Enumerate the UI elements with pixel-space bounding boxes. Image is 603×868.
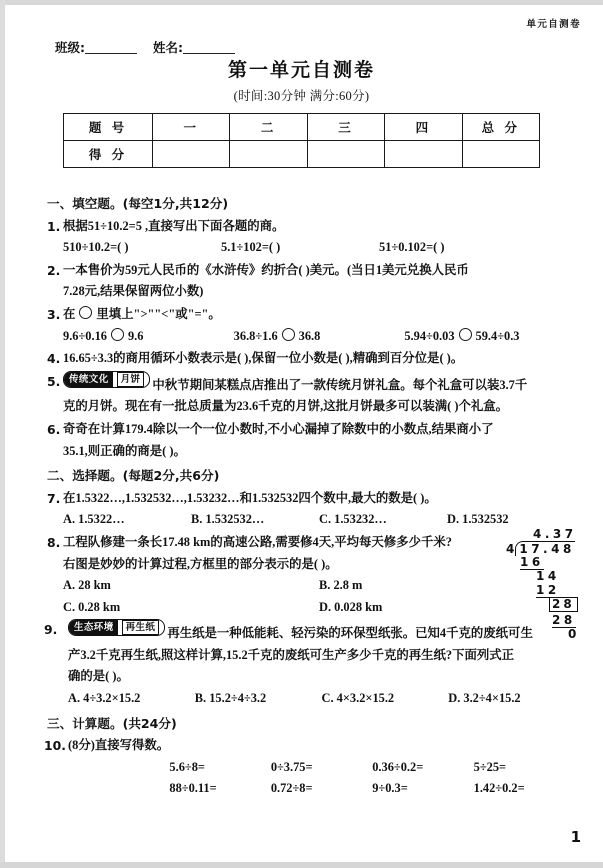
question-10-row2 (68, 778, 575, 800)
page-edge-left (0, 0, 5, 868)
score-col-3: 三 (307, 114, 384, 141)
question-7-stem: 在1.5322…,1.532532…,1.53232…和1.532532四个数中,最大的数是( )。 (63, 490, 437, 505)
score-cell-2[interactable] (230, 141, 307, 168)
q10-r1-item-0[interactable]: 5.6÷8= (169, 759, 205, 774)
page-edge-top (0, 0, 603, 5)
question-6-line1: 奇奇在计算179.4除以一个一位小数时,不小心漏掉了除数中的小数点,结果商小了 (63, 421, 494, 436)
division-divisor: 4 (506, 542, 515, 556)
question-8-options-row2 (63, 597, 575, 619)
division-step3-row (500, 583, 596, 597)
q3-item-2[interactable] (404, 326, 575, 348)
question-6 (47, 419, 575, 462)
q9-option-d[interactable]: D. 3.2÷4×15.2 (448, 691, 521, 706)
question-8-number: 8. (47, 534, 61, 550)
score-col-total: 总 分 (462, 114, 539, 141)
q9-option-a[interactable]: A. 4÷3.2×15.2 (68, 691, 141, 706)
class-blank[interactable] (85, 41, 137, 54)
question-10-number: 10. (44, 738, 66, 754)
question-1 (47, 216, 575, 259)
question-2-line1: 一本售价为59元人民币的《水浒传》约折合( )美元。(当日1美元兑换人民币 (63, 262, 469, 277)
q10-r2-item-0[interactable]: 88÷0.11= (169, 781, 217, 796)
score-cell-total[interactable] (462, 141, 539, 168)
q3-item-2-left: 5.94÷0.03 (404, 328, 455, 343)
q3-item-0[interactable] (63, 326, 234, 348)
question-9-options (68, 688, 575, 710)
q10-r1-item-2[interactable]: 0.36÷0.2= (372, 759, 424, 774)
division-step2: 14 (536, 569, 560, 583)
question-1-stem: 根据51÷10.2=5 ,直接写出下面各题的商。 (63, 218, 285, 233)
q10-r1-item-1[interactable]: 0÷3.75= (270, 759, 313, 774)
question-5-number: 5. (47, 373, 61, 389)
q3-item-1-left: 36.8÷1.6 (233, 328, 278, 343)
question-6-number: 6. (47, 421, 61, 437)
division-dividend-row (500, 541, 596, 555)
q3-item-1-right: 36.8 (298, 328, 321, 343)
question-2-number: 2. (47, 262, 61, 278)
question-3-items (63, 326, 575, 348)
q10-r1-item-3[interactable]: 5÷25= (473, 759, 507, 774)
q3-item-0-left: 9.6÷0.16 (63, 328, 107, 343)
q7-option-d[interactable]: D. 1.532532 (447, 512, 509, 527)
question-8-line1: 工程队修建一条长17.48 km的高速公路,需要修4天,平均每天修多少千米? (63, 534, 452, 549)
q3-item-1[interactable] (234, 326, 405, 348)
question-6-line2[interactable]: 35.1,则正确的商是( )。 (63, 443, 186, 458)
score-col-1: 一 (153, 114, 230, 141)
name-blank[interactable] (183, 41, 235, 54)
tag-dark-label: 生态环境 (69, 620, 118, 635)
question-5-line1: 中秋节期间某糕点店推出了一款传统月饼礼盒。每个礼盒可以装3.7千 (152, 377, 528, 392)
division-remainder-row (500, 627, 596, 641)
q10-r2-item-1[interactable]: 0.72÷8= (270, 781, 313, 796)
question-3-stem-before: 在 (63, 306, 76, 321)
question-9-line2: 产3.2千克再生纸,照这样计算,15.2千克的废纸可生产多少千克的再生纸?下面列式正 (68, 647, 515, 662)
q1-item-1[interactable]: 5.1÷102=( ) (221, 240, 281, 255)
score-row-label-0: 题 号 (64, 114, 153, 141)
score-cell-3[interactable] (307, 141, 384, 168)
division-remainder: 0 (568, 627, 580, 641)
circle-icon (79, 306, 92, 319)
student-id-line (55, 38, 235, 56)
score-table (63, 113, 540, 168)
division-quotient-row (500, 527, 596, 541)
compare-circle-icon[interactable] (282, 328, 295, 341)
score-col-2: 二 (230, 114, 307, 141)
question-2 (47, 260, 575, 303)
q8-option-c[interactable]: C. 0.28 km (63, 599, 121, 614)
question-7 (47, 488, 575, 531)
table-row-question-numbers (64, 114, 540, 141)
question-9-line3[interactable]: 确的是( )。 (68, 669, 129, 684)
score-cell-4[interactable] (385, 141, 462, 168)
q8-option-d[interactable]: D. 0.028 km (319, 599, 383, 614)
q1-item-0[interactable]: 510÷10.2=( ) (63, 240, 129, 255)
q7-option-a[interactable]: A. 1.5322… (63, 512, 125, 527)
q3-item-0-right: 9.6 (127, 328, 144, 343)
q10-r2-item-3[interactable]: 1.42÷0.2= (473, 781, 525, 796)
score-col-4: 四 (385, 114, 462, 141)
question-9 (44, 619, 575, 709)
page-title: 第一单元自测卷 (227, 59, 375, 81)
page-number: 1 (570, 828, 581, 846)
question-10 (44, 735, 575, 800)
question-5 (47, 371, 575, 418)
section-heading-1: 一、填空题。(每空1分,共12分) (47, 196, 229, 211)
question-5-line2[interactable]: 克的月饼。现在有一批总质量为23.6千克的月饼,这批月饼最多可以装满( )个礼盒。 (63, 399, 509, 414)
score-cell-1[interactable] (153, 141, 230, 168)
question-8-line2: 右图是妙妙的计算过程,方框里的部分表示的是( )。 (63, 556, 338, 571)
q7-option-c[interactable]: C. 1.53232… (319, 512, 387, 527)
question-8-options-row1 (63, 575, 575, 597)
division-dividend: 17.48 (519, 542, 575, 556)
division-step1: 16 (520, 555, 544, 569)
question-7-options (63, 509, 575, 531)
division-boxed-value: 28 (549, 597, 578, 612)
division-step4-row (500, 613, 596, 627)
division-step1-row (500, 555, 596, 569)
division-boxed-row (500, 597, 596, 613)
division-step4: 28 (552, 613, 576, 627)
q3-item-2-right: 59.4÷0.3 (475, 328, 520, 343)
division-step2-row (500, 569, 596, 583)
question-4-text[interactable]: 16.65÷3.3的商用循环小数表示是( ),保留一位小数是( ),精确到百分位是( )。 (63, 351, 464, 366)
q7-option-b[interactable]: B. 1.532532… (191, 512, 265, 527)
division-bracket-icon (515, 541, 574, 556)
q8-option-b[interactable]: B. 2.8 m (319, 578, 363, 593)
question-2-line2: 7.28元,结果保留两位小数) (63, 284, 204, 299)
question-3-stem-after: 里填上">""<"或"="。 (96, 306, 221, 321)
question-4-number: 4. (47, 351, 61, 367)
q1-item-2[interactable]: 51÷0.102=( ) (379, 240, 445, 255)
compare-circle-icon[interactable] (111, 328, 124, 341)
division-step3: 12 (536, 583, 560, 597)
worksheet-content (44, 190, 575, 800)
class-label: 班级: (55, 40, 85, 55)
section-heading-2: 二、选择题。(每题2分,共6分) (47, 468, 220, 484)
question-3 (47, 304, 575, 347)
table-row-scores (64, 141, 540, 168)
q9-option-b[interactable]: B. 15.2÷4÷3.2 (194, 691, 267, 706)
running-head: 单元自测卷 (526, 19, 581, 30)
long-division-diagram (500, 527, 596, 641)
tag-light-label: 再生纸 (122, 620, 160, 635)
tag-dark-label: 传统文化 (64, 372, 113, 387)
question-9-number: 9. (44, 622, 58, 638)
division-quotient: 4.37 (533, 527, 577, 541)
question-1-items (63, 237, 575, 259)
section-heading-3: 三、计算题。(共24分) (47, 715, 177, 731)
page-subtitle: (时间:30分钟 满分:60分) (233, 89, 370, 103)
question-8 (47, 532, 575, 618)
score-row-label-1: 得 分 (64, 141, 153, 168)
question-5-tag (63, 371, 150, 388)
compare-circle-icon[interactable] (459, 328, 472, 341)
question-4 (47, 348, 575, 370)
question-7-number: 7. (47, 490, 61, 506)
question-9-line1: 再生纸是一种低能耗、轻污染的环保型纸张。已知4千克的废纸可生 (167, 626, 533, 641)
question-9-tag (68, 619, 165, 636)
tag-light-label: 月饼 (117, 372, 145, 387)
name-label: 姓名: (153, 40, 183, 55)
question-10-row1 (68, 757, 575, 779)
question-10-stem: (8分)直接写得数。 (68, 738, 170, 753)
question-1-number: 1. (47, 218, 61, 234)
q8-option-a[interactable]: A. 28 km (63, 578, 111, 593)
q9-option-c[interactable]: C. 4×3.2×15.2 (321, 691, 395, 706)
question-3-number: 3. (47, 306, 61, 322)
q10-r2-item-2[interactable]: 9÷0.3= (372, 781, 408, 796)
page-edge-bottom (0, 862, 603, 868)
